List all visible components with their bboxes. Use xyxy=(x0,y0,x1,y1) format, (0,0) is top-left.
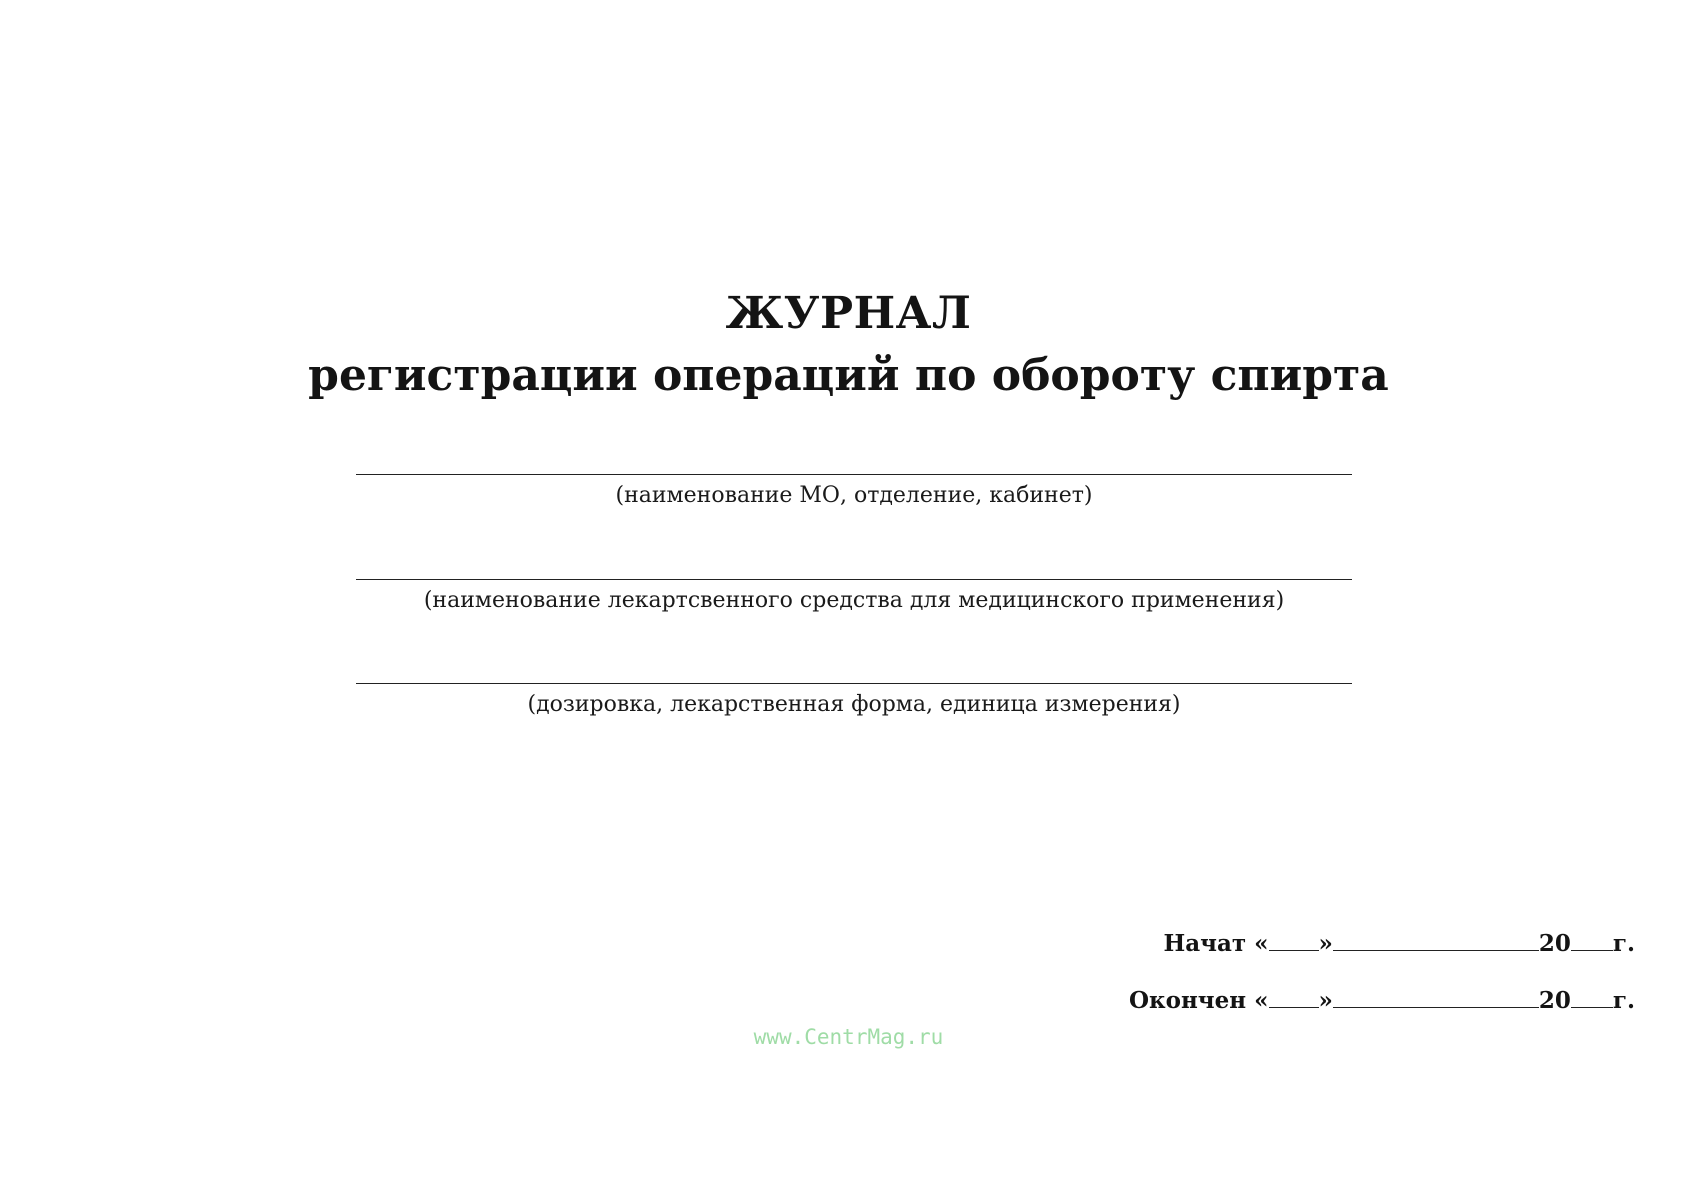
start-year-blank xyxy=(1571,930,1613,951)
end-year-blank xyxy=(1571,987,1613,1008)
document-subtitle: регистрации операций по обороту спирта xyxy=(308,350,1389,401)
field-medicine-name-line xyxy=(356,579,1352,580)
close-quote: » xyxy=(1318,987,1333,1014)
start-day-blank xyxy=(1269,930,1319,951)
end-year-suffix: г. xyxy=(1612,987,1635,1014)
field-organization-caption: (наименование МО, отделение, кабинет) xyxy=(615,483,1093,508)
start-date-label: Начат xyxy=(1163,930,1247,957)
open-quote: « xyxy=(1254,987,1269,1014)
field-medicine-name-caption: (наименование лекартсвенного средства для медицинского применения) xyxy=(423,588,1285,613)
open-quote: « xyxy=(1254,930,1269,957)
end-day-blank xyxy=(1269,987,1319,1008)
start-month-blank xyxy=(1333,930,1539,951)
field-medicine-name xyxy=(356,579,1352,613)
watermark: www.CentrMag.ru xyxy=(753,1025,944,1049)
start-century: 20 xyxy=(1538,930,1571,957)
field-organization xyxy=(356,474,1352,508)
close-quote: » xyxy=(1318,930,1333,957)
field-dosage xyxy=(356,683,1352,717)
start-date-row xyxy=(1163,930,1635,957)
document-title: ЖУРНАЛ xyxy=(725,288,972,339)
end-month-blank xyxy=(1333,987,1539,1008)
end-century: 20 xyxy=(1538,987,1571,1014)
end-date-label: Окончен xyxy=(1128,987,1247,1014)
end-date-row xyxy=(1129,987,1635,1014)
field-organization-line xyxy=(356,474,1352,475)
start-year-suffix: г. xyxy=(1612,930,1635,957)
field-dosage-caption: (дозировка, лекарственная форма, единица измерения) xyxy=(527,692,1181,717)
field-dosage-line xyxy=(356,683,1352,684)
